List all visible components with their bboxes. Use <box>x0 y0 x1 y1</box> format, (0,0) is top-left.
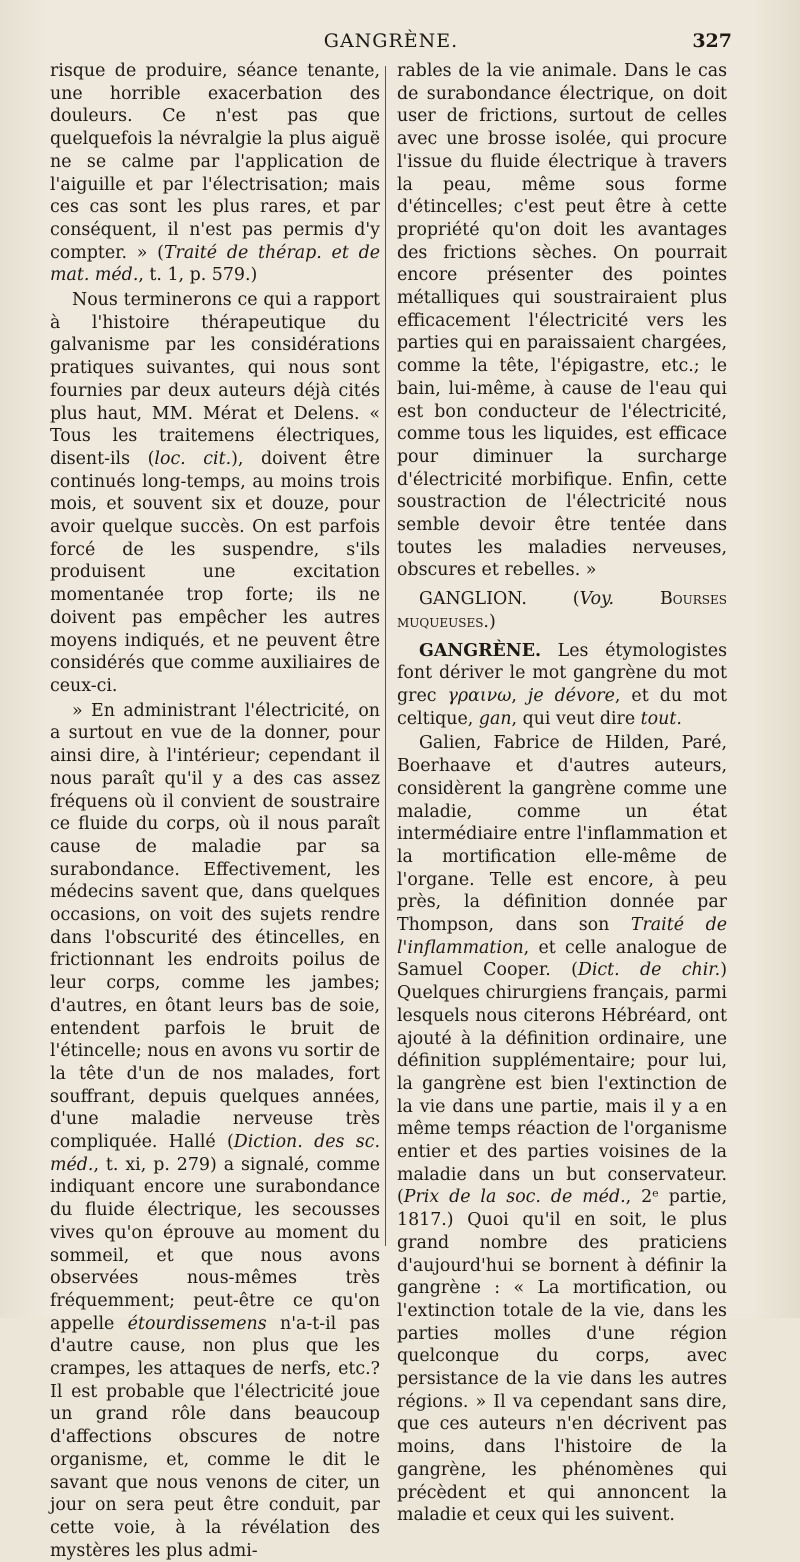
paragraph: » En administrant l'électricité, on a surtout en vue de la donner, pour ainsi dire, à l'intérieur; cependant il nous paraît qu'il y a des cas assez fréquens où il convient de soustraire ce fluide du corps, où il nous paraît cause de maladie par sa surabondance. Effectivement, les médecins savent que, dans quelques occasions, on voit des sujets rendre dans l'obscurité des étincelles, en frictionnant les endroits poilus de leur corps, comme les jambes; d'autres, en ôtant leurs bas de soie, entendent parfois le bruit de l'étincelle; nous en avons vu sortir de la tête d'un de nos malades, fort souffrant, depuis quelques années, d'une maladie nerveuse très compliquée. Hallé (Diction. des sc. méd., t. xi, p. 279) a signalé, comme indiquant encore une surabondance du fluide électrique, les secousses vives qu'on éprouve au moment du sommeil, et que nous avons observées nous-mêmes très fréquemment; peut-être ce qu'on appelle étourdissemens n'a-t-il pas d'autre cause, non plus que les crampes, les attaques de nerfs, etc.? Il est probable que l'électricité joue un grand rôle dans beaucoup d'affections obscures de notre organisme, et, comme le dit le savant que nous venons de citer, un jour on sera peut être conduit, par cette voie, à la révélation des mystères les plus admi- <box>50 700 380 1561</box>
column-divider <box>385 66 386 1246</box>
emphasis: étourdissemens <box>127 1313 267 1334</box>
citation: Traité de thérap. et de mat. méd. <box>50 242 380 286</box>
left-column <box>50 60 380 1562</box>
headword: GANGRÈNE. <box>419 640 542 661</box>
citation: Prix de la soc. de méd. <box>403 1187 626 1208</box>
paragraph: rables de la vie animale. Dans le cas de surabondance électrique, on doit user de frictions, surtout de celles avec une brosse isolée, qui procure l'issue du fluide électrique à travers la peau, même sous forme d'étincelles; c'est peut être à cette propriété qu'on doit les avantages des frictions sèches. On pourrait encore présenter des pointes métalliques qui soustrairaient plus efficacement l'électricité vers les parties qui en paraissaient chargées, comme la tête, l'épigastre, etc.; le bain, lui-même, à cause de l'eau qui est bon conducteur de l'électricité, comme tous les liquides, est efficace pour diminuer la surcharge d'électricité morbifique. Enfin, cette soustraction de l'électricité nous semble devoir être tentée dans toutes les maladies nerveuses, obscures et rebelles. » <box>397 61 727 581</box>
page-number: 327 <box>692 30 732 52</box>
headword: GANGLION. <box>419 589 527 610</box>
citation: Dict. de chir. <box>577 960 721 981</box>
right-column <box>397 60 727 1527</box>
running-title: GANGRÈNE. <box>323 30 459 52</box>
dictionary-entry-gangrene: GANGRÈNE. Les étymologistes font dériver le mot gangrène du mot grec γραινω, je dévore, et du mot celtique, gan, qui veut dire tout. <box>397 640 727 729</box>
cross-reference: Bourses muqueuses. <box>397 589 727 632</box>
greek-word: γραινω <box>447 685 512 706</box>
page-header <box>50 30 732 58</box>
paragraph: Galien, Fabrice de Hilden, Paré, Boerhaave et d'autres auteurs, considèrent la gangrène comme une maladie, comme un état intermédiaire entre l'inflammation et la mortification elle-même de l'organe. Telle est encore, à peu près, la définition donnée par Thompson, dans son Traité de l'inflammation, et celle analogue de Samuel Cooper. (Dict. de chir.) Quelques chirurgiens français, parmi lesquels nous citerons Hébréard, ont ajouté à la définition ordinaire, une définition supplémentaire; pour lui, la gangrène est bien l'extinction de la vie dans une partie, mais il y a en même temps réaction de l'organisme entier et des parties voisines de la maladie dans un but conservateur. (Prix de la soc. de méd., 2ᵉ partie, 1817.) Quoi qu'il en soit, le plus grand nombre des praticiens d'aujourd'hui se bornent à définir la gangrène : « La mortification, ou l'extinction totale de la vie, dans les parties molles d'une région quelconque du corps, avec persistance de la vie dans les autres régions. » Il va cependant sans dire, que ces auteurs n'en décrivent pas moins, dans l'histoire de la gangrène, les phénomènes qui précèdent et qui annoncent la maladie et ceux qui les suivent. <box>397 733 727 1526</box>
citation: loc. cit. <box>154 448 232 469</box>
paragraph: Nous terminerons ce qui a rapport à l'histoire thérapeutique du galvanisme par les considérations pratiques suivantes, qui nous sont fournies par deux auteurs déjà cités plus haut, MM. Mérat et Delens. « Tous les traitemens électriques, disent-ils (loc. cit.), doivent être continués long-temps, au moins trois mois, et souvent six et douze, pour avoir quelque succès. On est parfois forcé de les suspendre, s'ils produisent une excitation momentanée trop forte; ils ne doivent pas empêcher les autres moyens indiqués, et ne peuvent être considérés que comme auxiliaires de ceux-ci. <box>50 290 380 696</box>
citation: Diction. des sc. méd. <box>50 1132 380 1175</box>
citation: Traité de l'inflammation <box>397 915 727 958</box>
dictionary-entry-ganglion: GANGLION. (Voy. Bourses muqueuses.) <box>397 589 727 632</box>
paragraph: risque de produire, séance tenante, une horrible exacerbation des douleurs. Ce n'est pas que quelquefois la névralgie la plus aiguë ne se calme par l'application de l'aiguille et par l'électrisation; mais ces cas sont les plus rares, et par conséquent, il n'est pas permis d'y compter. » (Traité de thérap. et de mat. méd., t. 1, p. 579.) <box>50 61 380 286</box>
